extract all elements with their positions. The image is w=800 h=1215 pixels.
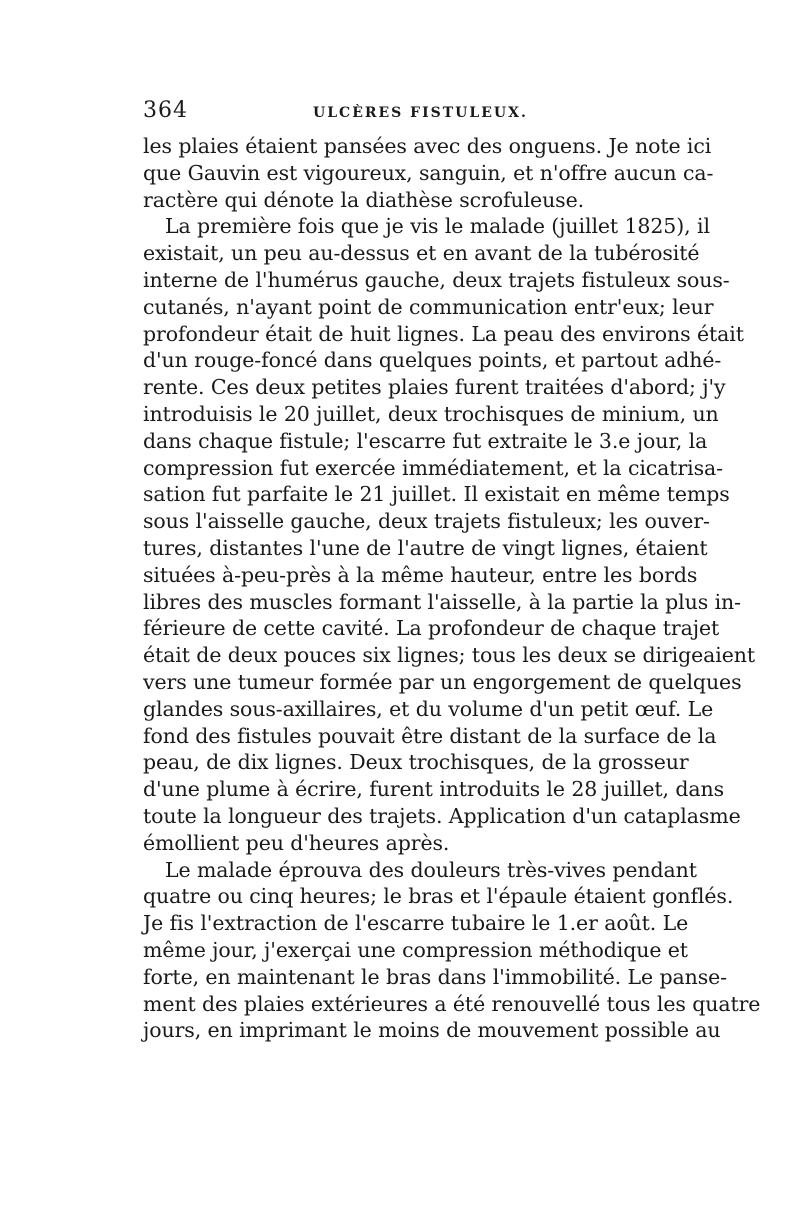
text-line: toute la longueur des trajets. Application d'un cataplasme [143,803,741,828]
running-head [143,98,658,132]
running-title: ULCÈRES FISTULEUX. [313,105,528,121]
text-line: compression fut exercée immédiatement, et la cicatrisa- [143,455,723,480]
text-line: introduisis le 20 juillet, deux trochisques de minium, un [143,401,719,426]
text-line: situées à-peu-près à la même hauteur, entre les bords [143,562,698,587]
text-line: libres des muscles formant l'aisselle, à la partie la plus in- [143,589,741,614]
text-line: était de deux pouces six lignes; tous les deux se dirigeaient [143,643,755,668]
text-line: interne de l'humérus gauche, deux trajets fistuleux sous- [143,267,730,292]
text-line: quatre ou cinq heures; le bras et l'épaule étaient gonflés. [143,884,734,909]
text-line: d'une plume à écrire, furent introduits le 28 juillet, dans [143,777,725,802]
text-line: peau, de dix lignes. Deux trochisques, de la grosseur [143,750,689,775]
text-line: d'un rouge-foncé dans quelques points, et partout adhé- [143,348,722,373]
text-line: que Gauvin est vigoureux, sanguin, et n'offre aucun ca- [143,160,714,185]
text-line: La première fois que je vis le malade (juillet 1825), il [165,214,710,239]
text-line: les plaies étaient pansées avec des onguens. Je note ici [143,134,712,158]
text-line: même jour, j'exerçai une compression méthodique et [143,937,688,962]
text-line: tures, distantes l'une de l'autre de vingt lignes, étaient [143,535,708,560]
text-line: férieure de cette cavité. La profondeur de chaque trajet [143,616,720,641]
text-line: sation fut parfaite le 21 juillet. Il existait en même temps [143,482,730,507]
text-line: forte, en maintenant le bras dans l'immobilité. Le panse- [143,964,727,989]
text-line: sous l'aisselle gauche, deux trajets fistuleux; les ouver- [143,509,710,534]
text-line: fond des fistules pouvait être distant de la surface de la [143,723,717,748]
text-line: rente. Ces deux petites plaies furent traitées d'abord; j'y [143,375,726,400]
text-line: Je fis l'extraction de l'escarre tubaire le 1.er août. Le [143,911,689,936]
text-line: vers une tumeur formée par un engorgement de quelques [143,669,742,694]
text-line: ractère qui dénote la diathèse scrofuleuse. [143,187,585,212]
text-line: existait, un peu au-dessus et en avant de la tubérosité [143,241,700,266]
text-line: dans chaque fistule; l'escarre fut extraite le 3.e jour, la [143,428,708,453]
text-line: ment des plaies extérieures a été renouvellé tous les quatre [143,991,761,1016]
text-line: Le malade éprouva des douleurs très-vives pendant [165,857,697,882]
page-number: 364 [143,98,188,123]
text-line: jours, en imprimant le moins de mouvement possible au [143,1018,721,1043]
text-line: cutanés, n'ayant point de communication entr'eux; leur [143,294,714,319]
text-line: profondeur était de huit lignes. La peau des environs était [143,321,744,346]
text-line: glandes sous-axillaires, et du volume d'un petit œuf. Le [143,696,714,721]
body-text [143,133,761,1044]
text-line: émollient peu d'heures après. [143,830,450,855]
